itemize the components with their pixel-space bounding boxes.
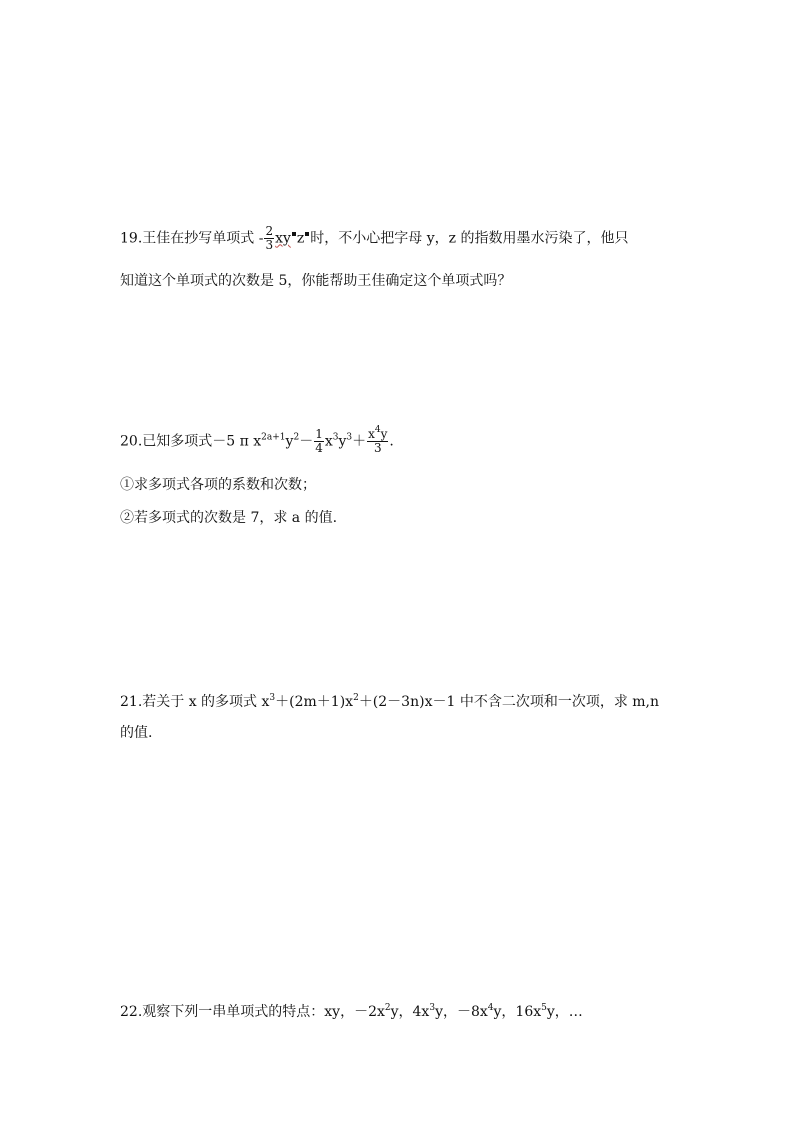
- ink-blot-icon: [305, 232, 309, 236]
- question-19-line-2: 知道这个单项式的次数是 5，你能帮助王佳确定这个单项式吗？: [120, 273, 512, 289]
- question-text: 时，不小心把字母 y，z 的指数用墨水污染了，他只: [310, 230, 629, 247]
- exponent: 3: [332, 432, 339, 443]
- question-text: 王佳在抄写单项式: [142, 230, 255, 247]
- fraction-numerator: [367, 425, 388, 442]
- math-variable-z: z: [296, 230, 305, 247]
- exponent: 4: [487, 1003, 494, 1013]
- fraction-denominator: 3: [373, 441, 382, 455]
- math-operator: －: [299, 433, 314, 450]
- exponent: 3: [429, 1003, 436, 1013]
- question-text: 观察下列一串单项式的特点：xy，－2x: [142, 1004, 385, 1020]
- question-text: 若关于 x 的多项式 x: [142, 694, 270, 710]
- math-term: y: [338, 433, 347, 450]
- exponent: 4: [374, 425, 381, 435]
- question-22: [120, 1002, 720, 1022]
- question-text: y，16x: [493, 1004, 542, 1020]
- math-term: y: [380, 427, 388, 441]
- fraction: [264, 225, 274, 252]
- question-21-line-2: 的值.: [120, 725, 153, 741]
- exponent: 3: [346, 432, 353, 443]
- exponent: 2: [384, 1003, 391, 1013]
- fraction-denominator: 4: [315, 441, 323, 455]
- exponent: 5: [541, 1003, 547, 1013]
- math-term: y: [285, 433, 294, 450]
- question-19: [120, 225, 720, 252]
- math-operator: ＋: [352, 433, 367, 450]
- math-term: －5 π x: [212, 433, 262, 450]
- math-term: x: [324, 433, 333, 450]
- question-text: ＋(2m＋1)x: [275, 694, 354, 710]
- question-21: [120, 692, 720, 712]
- fraction: [314, 428, 324, 455]
- question-number: 21.: [120, 694, 143, 710]
- math-end: .: [389, 433, 394, 450]
- math-term: x: [368, 427, 375, 441]
- question-text: ＋(2－3n)x－1 中不含二次项和一次项，求 m,n: [358, 694, 660, 710]
- math-variable-xy: xy: [275, 230, 291, 247]
- question-number: 19.: [120, 230, 143, 247]
- exponent: 3: [269, 693, 276, 703]
- question-number: 22.: [120, 1004, 143, 1020]
- question-text: y，－8x: [435, 1004, 488, 1020]
- fraction-denominator: 3: [265, 238, 274, 252]
- question-20-sub-1: ①求多项式各项的系数和次数；: [120, 477, 316, 493]
- question-20-sub-2: ②若多项式的次数是 7，求 a 的值.: [120, 510, 338, 526]
- question-text: y，…: [546, 1004, 583, 1020]
- fraction-numerator: 2: [265, 224, 274, 238]
- fraction: [367, 425, 388, 455]
- fraction-numerator: 1: [315, 427, 323, 441]
- exponent: 2a+1: [261, 432, 286, 443]
- question-20: [120, 425, 720, 455]
- exponent: 2: [353, 693, 359, 703]
- exponent: 2: [293, 432, 300, 443]
- math-minus: -: [258, 230, 264, 247]
- ink-blot-icon: [292, 232, 296, 236]
- question-text: y，4x: [390, 1004, 430, 1020]
- question-text: 已知多项式: [142, 433, 213, 450]
- question-number: 20.: [120, 433, 143, 450]
